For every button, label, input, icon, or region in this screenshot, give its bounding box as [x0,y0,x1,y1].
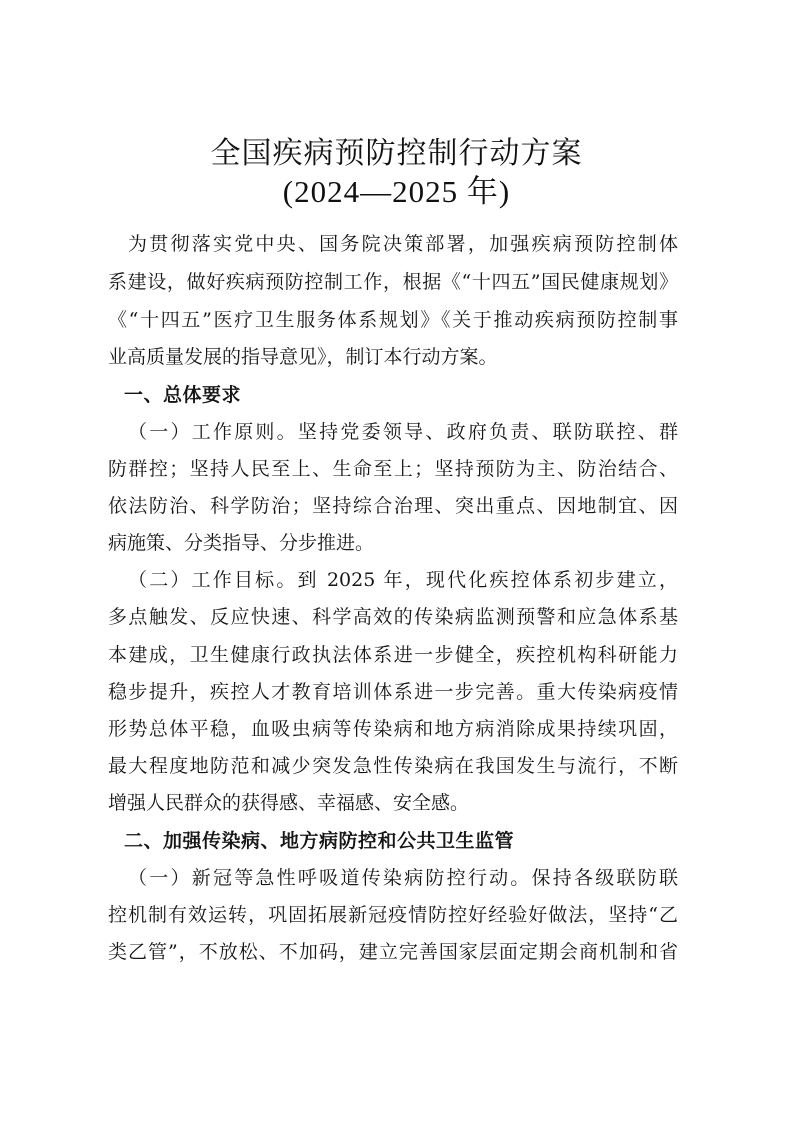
principles-paragraph-line: 防群控；坚持人民至上、生命至上；坚持预防为主、防治结合、 [108,458,678,480]
respiratory-disease-paragraph-line: （一）新冠等急性呼吸道传染病防控行动。保持各级联防联 [128,867,678,889]
document-subtitle: (2024—2025 年) [282,174,511,209]
intro-paragraph-line: 业高质量发展的指导意见》，制订本行动方案。 [108,346,498,368]
intro-paragraph-line: 系建设，做好疾病预防控制工作，根据《“十四五”国民健康规划》 [108,271,678,293]
goals-paragraph-line: 形势总体平稳，血吸虫病等传染病和地方病消除成果持续巩固， [108,718,678,740]
respiratory-disease-paragraph-line: 控机制有效运转，巩固拓展新冠疫情防控好经验好做法，坚持“乙 [108,904,678,926]
document-title: 全国疾病预防控制行动方案 [210,136,583,171]
principles-paragraph-line: 病施策、分类指导、分步推进。 [108,532,375,554]
section-heading-general-requirements: 一、总体要求 [124,384,242,406]
principles-paragraph-line: 依法防治、科学防治；坚持综合治理、突出重点、因地制宜、因 [108,495,678,517]
respiratory-disease-paragraph-line: 类乙管”，不放松、不加码，建立完善国家层面定期会商机制和省 [108,941,678,963]
goals-paragraph-line: 稳步提升，疾控人才教育培训体系进一步完善。重大传染病疫情 [108,681,678,703]
section-heading-disease-control: 二、加强传染病、地方病防控和公共卫生监管 [124,830,515,852]
principles-paragraph-line: （一）工作原则。坚持党委领导、政府负责、联防联控、群 [128,421,678,443]
intro-paragraph-line: 为贯彻落实党中央、国务院决策部署，加强疾病预防控制体 [128,233,678,255]
intro-paragraph-line: 《“十四五”医疗卫生服务体系规划》《关于推动疾病预防控制事 [108,309,678,331]
goals-paragraph-line: 本建成，卫生健康行政执法体系进一步健全，疾控机构科研能力 [108,644,678,666]
goals-paragraph-line: 多点触发、反应快速、科学高效的传染病监测预警和应急体系基 [108,606,678,628]
goals-paragraph-line: 最大程度地防范和减少突发急性传染病在我国发生与流行，不断 [108,755,678,777]
goals-paragraph-line: （二）工作目标。到 2025 年，现代化疾控体系初步建立， [128,569,678,591]
goals-paragraph-line: 增强人民群众的获得感、幸福感、安全感。 [108,792,470,814]
